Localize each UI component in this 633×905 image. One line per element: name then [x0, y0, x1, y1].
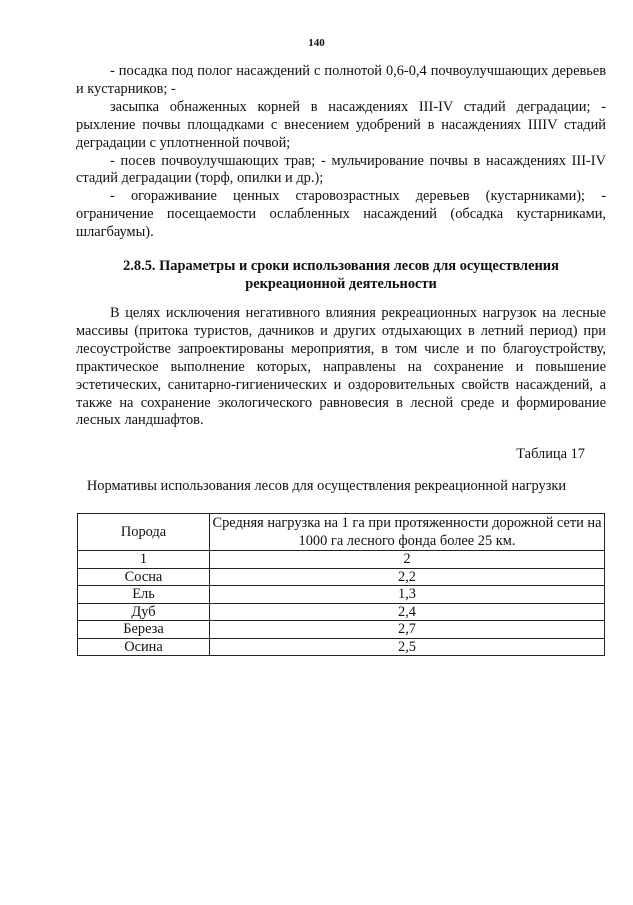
column-number-cell: 2	[210, 551, 605, 569]
load-cell: 2,5	[210, 638, 605, 656]
table-row	[78, 568, 605, 586]
table-row	[78, 603, 605, 621]
page-number: 140	[308, 37, 325, 49]
list-item: - посадка под полог насаждений с полнотой 0,6-0,4 почвоулучшающих деревьев и кустарников; -	[76, 63, 606, 97]
list-item: засыпка обнаженных корней в насаждениях III-IV стадий деградации; - рыхление почвы площадками с внесением удобрений в насаждениях IIIIV стадий деградации с уплотненной почвой;	[76, 98, 606, 151]
section-paragraph-block	[76, 305, 606, 430]
list-item: - посев почвоулучшающих трав; - мульчирование почвы в насаждениях III-IV стадий деградации (торф, опилки и др.);	[76, 152, 606, 187]
section-paragraph: В целях исключения негативного влияния рекреационных нагрузок на лесные массивы (притока туристов, дачников и других отдыхающих в летний период) при лесоустройстве запроектированы мероприятия, в том числе и по благоустройству, практическое выполнение которых, направлены на сохранение и повышение эстетических, санитарно-гигиенических и оздоровительных свойств насаждений, а также на сохранение экологического равновесия в лесной среде и формирование лесных ландшафтов.	[76, 305, 606, 429]
table-title: Нормативы использования лесов для осуществления рекреационной нагрузки	[86, 478, 567, 494]
species-cell: Сосна	[78, 568, 210, 586]
load-cell: 2,7	[210, 621, 605, 639]
species-cell: Ель	[78, 586, 210, 604]
load-cell: 2,2	[210, 568, 605, 586]
load-cell: 2,4	[210, 603, 605, 621]
table-caption: Таблица 17	[516, 446, 585, 462]
table-row	[78, 586, 605, 604]
load-cell: 1,3	[210, 586, 605, 604]
table-row	[78, 638, 605, 656]
species-cell: Дуб	[78, 603, 210, 621]
header-cell: Средняя нагрузка на 1 га при протяженности дорожной сети на 1000 га лесного фонда более 25 км.	[210, 514, 605, 551]
table-row	[78, 621, 605, 639]
section-heading-line: рекреационной деятельности	[245, 275, 437, 292]
list-item: - огораживание ценных старовозрастных деревьев (кустарниками); - ограничение посещаемости ослабленных насаждений (обсадка кустарниками, шлагбаумы).	[76, 188, 606, 241]
column-number-cell: 1	[78, 551, 210, 569]
species-cell: Осина	[78, 638, 210, 656]
section-heading	[76, 258, 606, 294]
table-header-row	[78, 514, 605, 551]
header-cell: Порода	[78, 514, 210, 551]
species-cell: Береза	[78, 621, 210, 639]
section-heading-line: 2.8.5. Параметры и сроки использования лесов для осуществления	[123, 258, 559, 274]
measures-list	[76, 63, 606, 242]
recreation-norms-table	[77, 513, 605, 656]
column-number-row	[78, 551, 605, 569]
